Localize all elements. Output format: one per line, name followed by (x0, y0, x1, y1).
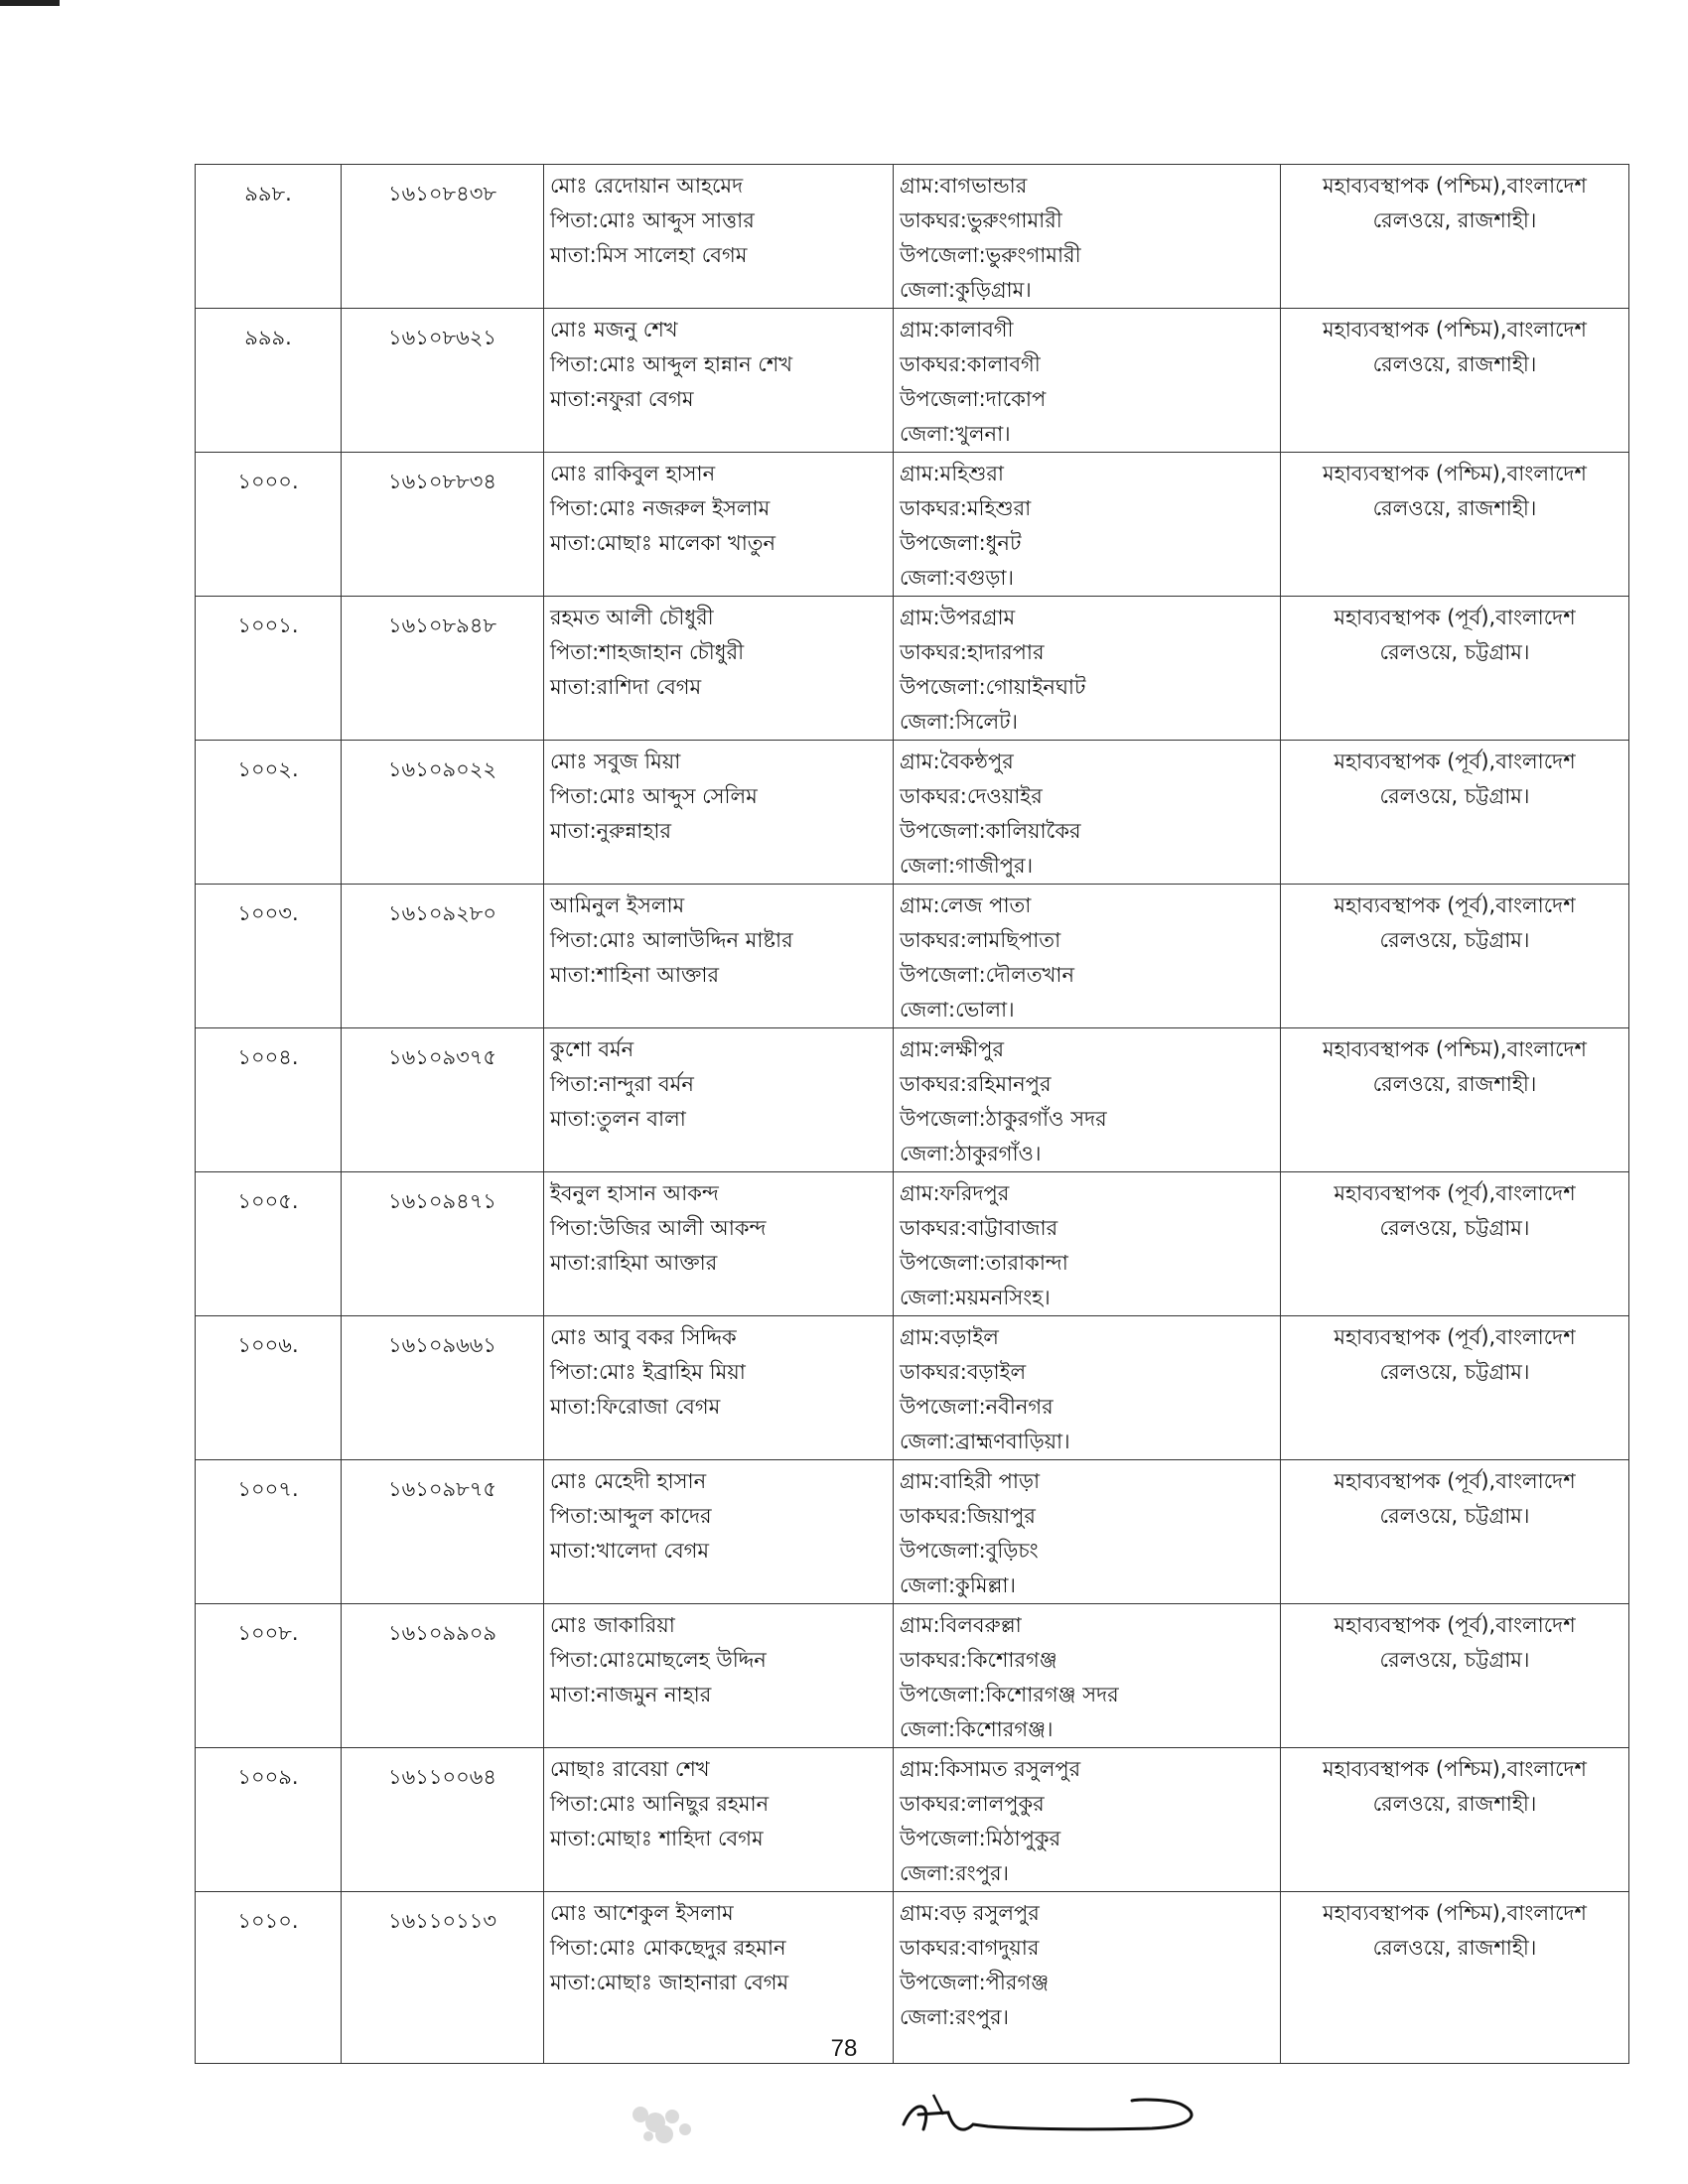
name-cell (544, 1172, 894, 1316)
page-number: 78 (830, 2035, 858, 2062)
roll-cell (342, 741, 544, 885)
table-row (196, 885, 1629, 1028)
table-row (196, 453, 1629, 597)
father-text: পিতা:মোঃ আনিছুর রহমান (550, 1792, 770, 1816)
address-cell (894, 165, 1281, 309)
office2-text: রেলওয়ে, চট্টগ্রাম। (1379, 1216, 1530, 1240)
upazila-text: উপজেলা:মিঠাপুকুর (900, 1827, 1061, 1850)
address-cell (894, 1028, 1281, 1172)
mother-text: মাতা:ফিরোজা বেগম (550, 1395, 721, 1419)
roll-text: ১৬১০৯৩৭৫ (387, 1045, 497, 1069)
table-row (196, 1316, 1629, 1460)
address-cell (894, 1172, 1281, 1316)
father-text: পিতা:মোঃ আব্দুল হান্নান শেখ (550, 352, 793, 376)
name-cell (544, 885, 894, 1028)
office2-text: রেলওয়ে, রাজশাহী। (1372, 208, 1537, 232)
post-text: ডাকঘর:বাট্টাবাজার (900, 1216, 1058, 1240)
father-text: পিতা:উজির আলী আকন্দ (550, 1216, 767, 1240)
office-cell (1281, 1604, 1629, 1748)
office1-text: মহাব্যবস্থাপক (পশ্চিম),বাংলাদেশ (1323, 1037, 1587, 1061)
address-cell (894, 597, 1281, 741)
roll-text: ১৬১০৮৬২১ (387, 326, 497, 349)
name-cell (544, 1028, 894, 1172)
office1-text: মহাব্যবস্থাপক (পশ্চিম),বাংলাদেশ (1323, 1901, 1587, 1925)
name-text: মোঃ রাকিবুল হাসান (550, 462, 716, 485)
serial-cell (196, 1604, 342, 1748)
office1-text: মহাব্যবস্থাপক (পশ্চিম),বাংলাদেশ (1323, 1757, 1587, 1781)
mother-text: মাতা:তুলন বালা (550, 1107, 686, 1131)
village-text: গ্রাম:বিলবরুল্লা (900, 1613, 1022, 1637)
serial-cell (196, 1316, 342, 1460)
roll-text: ১৬১০৮৪৩৮ (387, 182, 497, 205)
office-cell (1281, 309, 1629, 453)
village-text: গ্রাম:লক্ষীপুর (900, 1037, 1005, 1061)
table-row (196, 309, 1629, 453)
roll-cell (342, 1748, 544, 1892)
office2-text: রেলওয়ে, চট্টগ্রাম। (1379, 784, 1530, 808)
name-text: মোঃ আশেকুল ইসলাম (550, 1901, 734, 1925)
district-text: জেলা:গাজীপুর। (900, 854, 1034, 878)
district-text: জেলা:খুলনা। (900, 422, 1011, 446)
upazila-text: উপজেলা:পীরগঞ্জ (900, 1971, 1050, 1994)
office2-text: রেলওয়ে, চট্টগ্রাম। (1379, 640, 1530, 664)
name-cell (544, 165, 894, 309)
table-row (196, 1604, 1629, 1748)
serial-text: ১০০০. (237, 470, 299, 493)
name-text: মোঃ মজনু শেখ (550, 318, 678, 341)
name-cell (544, 309, 894, 453)
mother-text: মাতা:খালেদা বেগম (550, 1539, 710, 1563)
address-cell (894, 1748, 1281, 1892)
office-cell (1281, 1748, 1629, 1892)
village-text: গ্রাম:ফরিদপুর (900, 1181, 1010, 1205)
office2-text: রেলওয়ে, চট্টগ্রাম। (1379, 1360, 1530, 1384)
serial-text: ১০০৯. (237, 1765, 299, 1789)
serial-cell (196, 309, 342, 453)
serial-cell (196, 1172, 342, 1316)
office-cell (1281, 741, 1629, 885)
roll-cell (342, 1172, 544, 1316)
district-text: জেলা:ঠাকুরগাঁও। (900, 1142, 1042, 1165)
name-text: মোঃ রেদোয়ান আহমেদ (550, 174, 744, 198)
roll-text: ১৬১০৮৯৪৮ (387, 614, 497, 637)
serial-text: ১০০১. (237, 614, 299, 637)
stamp-smudge (621, 2095, 710, 2149)
table-row (196, 165, 1629, 309)
upazila-text: উপজেলা:নবীনগর (900, 1395, 1054, 1419)
records-table (195, 164, 1629, 2064)
name-cell (544, 453, 894, 597)
office1-text: মহাব্যবস্থাপক (পূর্ব),বাংলাদেশ (1334, 1469, 1576, 1493)
office1-text: মহাব্যবস্থাপক (পশ্চিম),বাংলাদেশ (1323, 174, 1587, 198)
address-cell (894, 309, 1281, 453)
roll-cell (342, 1028, 544, 1172)
mother-text: মাতা:নাজমুন নাহার (550, 1683, 712, 1706)
post-text: ডাকঘর:কালাবগী (900, 352, 1041, 376)
name-text: মোঃ মেহেদী হাসান (550, 1469, 707, 1493)
name-text: মোঃ আবু বকর সিদ্দিক (550, 1325, 737, 1349)
address-cell (894, 1460, 1281, 1604)
address-cell (894, 1316, 1281, 1460)
father-text: পিতা:আব্দুল কাদের (550, 1504, 712, 1528)
village-text: গ্রাম:বাগভান্ডার (900, 174, 1028, 198)
serial-text: ১০০৬. (237, 1333, 299, 1357)
roll-cell (342, 885, 544, 1028)
name-cell (544, 741, 894, 885)
serial-cell (196, 741, 342, 885)
office-cell (1281, 1316, 1629, 1460)
post-text: ডাকঘর:দেওয়াইর (900, 784, 1043, 808)
serial-text: ১০০৭. (237, 1477, 299, 1501)
serial-cell (196, 1028, 342, 1172)
serial-cell (196, 1460, 342, 1604)
name-cell (544, 597, 894, 741)
village-text: গ্রাম:মহিশুরা (900, 462, 1004, 485)
post-text: ডাকঘর:মহিশুরা (900, 496, 1032, 520)
office2-text: রেলওয়ে, রাজশাহী। (1372, 352, 1537, 376)
name-cell (544, 1316, 894, 1460)
name-cell (544, 1748, 894, 1892)
office-cell (1281, 885, 1629, 1028)
address-cell (894, 741, 1281, 885)
office-cell (1281, 1172, 1629, 1316)
office-cell (1281, 165, 1629, 309)
upazila-text: উপজেলা:ঠাকুরগাঁও সদর (900, 1107, 1107, 1131)
mother-text: মাতা:নফুরা বেগম (550, 387, 694, 411)
serial-text: ১০০২. (237, 757, 299, 781)
father-text: পিতা:মোঃমোছলেহ উদ্দিন (550, 1648, 767, 1672)
village-text: গ্রাম:লেজ পাতা (900, 893, 1032, 917)
upazila-text: উপজেলা:দৌলতখান (900, 963, 1075, 987)
post-text: ডাকঘর:বাগদুয়ার (900, 1936, 1040, 1960)
signature-mark (894, 2085, 1211, 2154)
roll-cell (342, 597, 544, 741)
mother-text: মাতা:মোছাঃ জাহানারা বেগম (550, 1971, 789, 1994)
serial-cell (196, 885, 342, 1028)
office2-text: রেলওয়ে, রাজশাহী। (1372, 496, 1537, 520)
office-cell (1281, 453, 1629, 597)
mother-text: মাতা:নুরুন্নাহার (550, 819, 672, 843)
district-text: জেলা:কুড়িগ্রাম। (900, 278, 1032, 302)
district-text: জেলা:ময়মনসিংহ। (900, 1286, 1051, 1309)
address-cell (894, 453, 1281, 597)
table-row (196, 1172, 1629, 1316)
father-text: পিতা:নান্দুরা বর্মন (550, 1072, 694, 1096)
office1-text: মহাব্যবস্থাপক (পূর্ব),বাংলাদেশ (1334, 606, 1576, 629)
upazila-text: উপজেলা:কিশোরগঞ্জ সদর (900, 1683, 1119, 1706)
roll-cell (342, 1316, 544, 1460)
village-text: গ্রাম:বড় রসুলপুর (900, 1901, 1040, 1925)
father-text: পিতা:মোঃ আলাউদ্দিন মাষ্টার (550, 928, 793, 952)
address-cell (894, 1604, 1281, 1748)
serial-text: ১০০৩. (237, 901, 299, 925)
post-text: ডাকঘর:কিশোরগঞ্জ (900, 1648, 1057, 1672)
father-text: পিতা:শাহজাহান চৌধুরী (550, 640, 745, 664)
mother-text: মাতা:মোছাঃ শাহিদা বেগম (550, 1827, 764, 1850)
roll-text: ১৬১০৯০২২ (387, 757, 497, 781)
district-text: জেলা:রংপুর। (900, 1861, 1010, 1885)
name-text: ইবনুল হাসান আকন্দ (550, 1181, 719, 1205)
serial-cell (196, 597, 342, 741)
roll-cell (342, 309, 544, 453)
office1-text: মহাব্যবস্থাপক (পূর্ব),বাংলাদেশ (1334, 750, 1576, 773)
roll-text: ১৬১০৯৯০৯ (387, 1621, 497, 1645)
father-text: পিতা:মোঃ নজরুল ইসলাম (550, 496, 771, 520)
roll-cell (342, 165, 544, 309)
mother-text: মাতা:শাহিনা আক্তার (550, 963, 720, 987)
post-text: ডাকঘর:লামছিপাতা (900, 928, 1061, 952)
name-text: আমিনুল ইসলাম (550, 893, 685, 917)
roll-cell (342, 1460, 544, 1604)
upazila-text: উপজেলা:দাকোপ (900, 387, 1047, 411)
office1-text: মহাব্যবস্থাপক (পশ্চিম),বাংলাদেশ (1323, 318, 1587, 341)
roll-text: ১৬১০৯৬৬১ (387, 1333, 497, 1357)
roll-text: ১৬১০৮৮৩৪ (387, 470, 497, 493)
roll-text: ১৬১০৯২৮০ (387, 901, 497, 925)
name-cell (544, 1460, 894, 1604)
table-row (196, 741, 1629, 885)
district-text: জেলা:কিশোরগঞ্জ। (900, 1717, 1054, 1741)
office1-text: মহাব্যবস্থাপক (পশ্চিম),বাংলাদেশ (1323, 462, 1587, 485)
roll-text: ১৬১১০১১৩ (387, 1909, 497, 1933)
table-row (196, 1460, 1629, 1604)
district-text: জেলা:সিলেট। (900, 710, 1019, 734)
serial-text: ১০০৪. (237, 1045, 299, 1069)
office-cell (1281, 1028, 1629, 1172)
name-text: মোছাঃ রাবেয়া শেখ (550, 1757, 710, 1781)
roll-text: ১৬১০৯৪৭১ (387, 1189, 497, 1213)
office1-text: মহাব্যবস্থাপক (পূর্ব),বাংলাদেশ (1334, 1181, 1576, 1205)
village-text: গ্রাম:উপরগ্রাম (900, 606, 1016, 629)
father-text: পিতা:মোঃ আব্দুস সেলিম (550, 784, 758, 808)
table-row (196, 1748, 1629, 1892)
roll-cell (342, 453, 544, 597)
table-row (196, 597, 1629, 741)
name-cell (544, 1604, 894, 1748)
serial-text: ৯৯৮. (244, 182, 292, 205)
name-text: মোঃ সবুজ মিয়া (550, 750, 681, 773)
serial-text: ১০১০. (237, 1909, 299, 1933)
upazila-text: উপজেলা:তারাকান্দা (900, 1251, 1068, 1275)
office2-text: রেলওয়ে, রাজশাহী। (1372, 1936, 1537, 1960)
upazila-text: উপজেলা:কালিয়াকৈর (900, 819, 1081, 843)
name-text: রহমত আলী চৌধুরী (550, 606, 714, 629)
office2-text: রেলওয়ে, চট্টগ্রাম। (1379, 1648, 1530, 1672)
post-text: ডাকঘর:হাদারপার (900, 640, 1045, 664)
upazila-text: উপজেলা:বুড়িচং (900, 1539, 1039, 1563)
upazila-text: উপজেলা:ভুরুংগামারী (900, 243, 1081, 267)
village-text: গ্রাম:বড়াইল (900, 1325, 999, 1349)
post-text: ডাকঘর:জিয়াপুর (900, 1504, 1036, 1528)
office1-text: মহাব্যবস্থাপক (পূর্ব),বাংলাদেশ (1334, 1613, 1576, 1637)
father-text: পিতা:মোঃ আব্দুস সাত্তার (550, 208, 755, 232)
mother-text: মাতা:মিস সালেহা বেগম (550, 243, 748, 267)
scan-corner-mark (0, 0, 60, 6)
mother-text: মাতা:রাহিমা আক্তার (550, 1251, 718, 1275)
post-text: ডাকঘর:রহিমানপুর (900, 1072, 1052, 1096)
name-text: মোঃ জাকারিয়া (550, 1613, 675, 1637)
upazila-text: উপজেলা:গোয়াইনঘাট (900, 675, 1086, 699)
post-text: ডাকঘর:ভুরুংগামারী (900, 208, 1062, 232)
office2-text: রেলওয়ে, চট্টগ্রাম। (1379, 928, 1530, 952)
serial-text: ১০০৮. (237, 1621, 299, 1645)
address-cell (894, 885, 1281, 1028)
roll-cell (342, 1604, 544, 1748)
mother-text: মাতা:মোছাঃ মালেকা খাতুন (550, 531, 776, 555)
village-text: গ্রাম:বাহিরী পাড়া (900, 1469, 1041, 1493)
district-text: জেলা:বগুড়া। (900, 566, 1015, 590)
name-text: কুশো বর্মন (550, 1037, 634, 1061)
post-text: ডাকঘর:লালপুকুর (900, 1792, 1045, 1816)
records-table-body (196, 165, 1629, 2064)
office2-text: রেলওয়ে, রাজশাহী। (1372, 1072, 1537, 1096)
father-text: পিতা:মোঃ মোকছেদুর রহমান (550, 1936, 786, 1960)
office-cell (1281, 1460, 1629, 1604)
village-text: গ্রাম:বৈকন্ঠপুর (900, 750, 1014, 773)
post-text: ডাকঘর:বড়াইল (900, 1360, 1027, 1384)
roll-text: ১৬১০৯৮৭৫ (387, 1477, 497, 1501)
office2-text: রেলওয়ে, চট্টগ্রাম। (1379, 1504, 1530, 1528)
serial-text: ৯৯৯. (244, 326, 292, 349)
serial-cell (196, 165, 342, 309)
office1-text: মহাব্যবস্থাপক (পূর্ব),বাংলাদেশ (1334, 893, 1576, 917)
serial-cell (196, 453, 342, 597)
office-cell (1281, 597, 1629, 741)
district-text: জেলা:ব্রাহ্মণবাড়িয়া। (900, 1430, 1070, 1453)
serial-text: ১০০৫. (237, 1189, 299, 1213)
village-text: গ্রাম:কিসামত রসুলপুর (900, 1757, 1081, 1781)
village-text: গ্রাম:কালাবগী (900, 318, 1014, 341)
father-text: পিতা:মোঃ ইব্রাহিম মিয়া (550, 1360, 746, 1384)
office1-text: মহাব্যবস্থাপক (পূর্ব),বাংলাদেশ (1334, 1325, 1576, 1349)
district-text: জেলা:ভোলা। (900, 998, 1015, 1022)
upazila-text: উপজেলা:ধুনট (900, 531, 1022, 555)
roll-text: ১৬১১০০৬৪ (387, 1765, 497, 1789)
table-row (196, 1028, 1629, 1172)
district-text: জেলা:কুমিল্লা। (900, 1573, 1017, 1597)
mother-text: মাতা:রাশিদা বেগম (550, 675, 702, 699)
district-text: জেলা:রংপুর। (900, 2005, 1010, 2029)
serial-cell (196, 1748, 342, 1892)
office2-text: রেলওয়ে, রাজশাহী। (1372, 1792, 1537, 1816)
